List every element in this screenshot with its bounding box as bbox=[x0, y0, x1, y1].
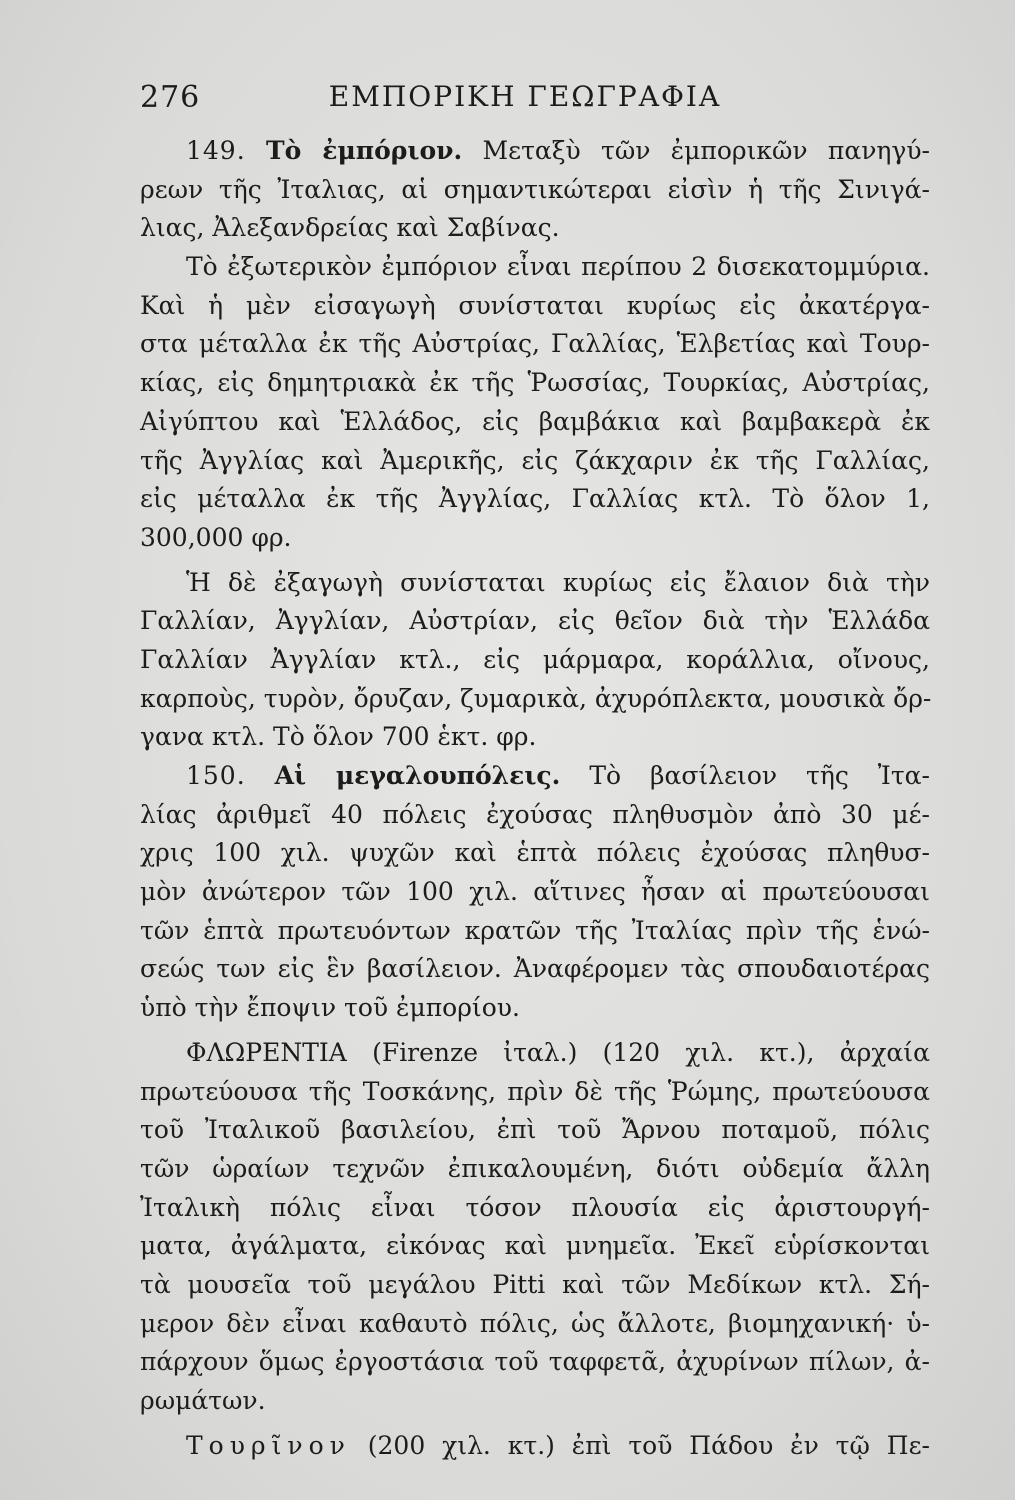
text-line: χρις 100 χιλ. ψυχῶν καὶ ἑπτὰ πόλεις ἐχούσας πληθυσ- bbox=[140, 838, 930, 868]
text-line: Τὸ βασίλειον τῆς Ἰτα- bbox=[589, 761, 930, 790]
section-149-first-line bbox=[140, 132, 930, 171]
text-line: κίας, εἰς δημητριακὰ ἐκ τῆς Ῥωσσίας, Τουρκίας, Αὐστρίας, bbox=[140, 368, 930, 398]
turin-line bbox=[140, 1427, 930, 1466]
text-line: ρεων τῆς Ἰταλιας, αἱ σημαντικώτεραι εἰσὶν ἡ τῆς Σινιγά- bbox=[140, 174, 930, 204]
section-heading: Αἱ μεγαλουπόλεις. bbox=[274, 761, 561, 790]
text-line: Καὶ ἡ μὲν εἰσαγωγὴ συνίσταται κυρίως εἰς ἀκατέργα- bbox=[140, 290, 930, 320]
text-line: λιας, Ἀλεξανδρείας καὶ Σαβίνας. bbox=[140, 213, 560, 243]
text-line: Τὸ ἐξωτερικὸν ἐμπόριον εἶναι περίπου 2 δισεκατομμύρια. bbox=[186, 252, 930, 282]
text-line: πρωτεύουσα τῆς Τοσκάνης, πρὶν δὲ τῆς Ῥώμης, πρωτεύουσα bbox=[140, 1076, 930, 1106]
text-line: Γαλλίαν, Ἀγγλίαν, Αὐστρίαν, εἰς θεῖον διὰ τὴν Ἑλλάδα bbox=[140, 606, 930, 636]
text-line: ΦΛΩΡΕΝΤΙΑ (Firenze ἰταλ.) (120 χιλ. κτ.), ἀρχαία bbox=[186, 1037, 930, 1067]
text-line: Μεταξὺ τῶν ἐμπορικῶν πανηγύ- bbox=[482, 136, 930, 165]
text-line: ματα, ἀγάλματα, εἰκόνας καὶ μνημεῖα. Ἐκεῖ εὑρίσκονται bbox=[140, 1231, 930, 1261]
text-line: ὑπὸ τὴν ἔποψιν τοῦ ἐμπορίου. bbox=[140, 993, 520, 1023]
section-number: 149. bbox=[186, 136, 246, 165]
text-line: τῆς Ἀγγλίας καὶ Ἀμερικῆς, εἰς ζάκχαριν ἐκ τῆς Γαλλίας, bbox=[140, 445, 930, 475]
text-line: ρωμάτων. bbox=[140, 1386, 266, 1415]
text-line: μερον δὲν εἶναι καθαυτὸ πόλις, ὡς ἄλλοτε, βιομηχανική· ὑ- bbox=[140, 1308, 930, 1338]
running-title: ΕΜΠΟΡΙΚΗ ΓΕΩΓΡΑΦΙΑ bbox=[328, 80, 722, 113]
text-line: Γαλλίαν Ἀγγλίαν κτλ., εἰς μάρμαρα, κοράλλια, οἴνους, bbox=[140, 644, 930, 674]
page-number: 276 bbox=[140, 80, 201, 115]
section-heading: Τὸ ἐμπόριον. bbox=[265, 136, 463, 165]
text-line: Ἰταλικὴ πόλις εἶναι τόσον πλουσία εἰς ἀριστουργή- bbox=[140, 1192, 930, 1222]
text-line: 300,000 φρ. bbox=[140, 522, 292, 552]
text-line: καρποὺς, τυρὸν, ὄρυζαν, ζυμαρικὰ, ἀχυρόπλεκτα, μουσικὰ ὄρ- bbox=[140, 683, 932, 713]
text-line: Ἡ δὲ ἐξαγωγὴ συνίσταται κυρίως εἰς ἔλαιον διὰ τὴν bbox=[186, 567, 930, 597]
text-line: Αἰγύπτου καὶ Ἑλλάδος, εἰς βαμβάκια καὶ βαμβακερὰ ἐκ bbox=[140, 406, 930, 436]
text-line: τὰ μουσεῖα τοῦ μεγάλου Pitti καὶ τῶν Μεδίκων κτλ. Σή- bbox=[140, 1269, 930, 1299]
text-line: εἰς μέταλλα ἐκ τῆς Ἀγγλίας, Γαλλίας κτλ. Τὸ ὅλον 1, bbox=[140, 484, 930, 514]
spaced-city-name: Τουρῖνον bbox=[186, 1430, 351, 1460]
text-line: τῶν ὡραίων τεχνῶν ἐπικαλουμένη, διότι οὐδεμία ἄλλη bbox=[140, 1153, 930, 1183]
section-150-first-line bbox=[140, 757, 930, 796]
text-line: λίας ἀριθμεῖ 40 πόλεις ἐχούσας πληθυσμὸν ἀπὸ 30 μέ- bbox=[140, 799, 930, 829]
page-header bbox=[140, 80, 940, 130]
text-line: στα μέταλλα ἐκ τῆς Αὐστρίας, Γαλλίας, Ἑλβετίας καὶ Τουρ- bbox=[140, 329, 930, 359]
text-line: γανα κτλ. Τὸ ὅλον 700 ἑκτ. φρ. bbox=[140, 722, 537, 752]
text-line: τοῦ Ἰταλικοῦ βασιλείου, ἐπὶ τοῦ Ἄρνου ποταμοῦ, πόλις bbox=[140, 1115, 930, 1145]
text-line: (200 χιλ. κτ.) ἐπὶ τοῦ Πάδου ἐν τῷ Πε- bbox=[367, 1430, 930, 1460]
text-line: πάρχουν ὅμως ἐργοστάσια τοῦ ταφφετᾶ, ἀχυρίνων πίλων, ἀ- bbox=[140, 1347, 930, 1377]
section-number: 150. bbox=[186, 761, 246, 790]
page-body bbox=[140, 132, 930, 1465]
text-line: σεώς των εἰς ἓν βασίλειον. Ἀναφέρομεν τὰς σπουδαιοτέρας bbox=[140, 954, 930, 984]
text-line: τῶν ἑπτὰ πρωτευόντων κρατῶν τῆς Ἰταλίας πρὶν τῆς ἑνώ- bbox=[140, 915, 930, 945]
text-line: μὸν ἀνώτερον τῶν 100 χιλ. αἵτινες ἦσαν αἱ πρωτεύουσαι bbox=[140, 877, 930, 907]
